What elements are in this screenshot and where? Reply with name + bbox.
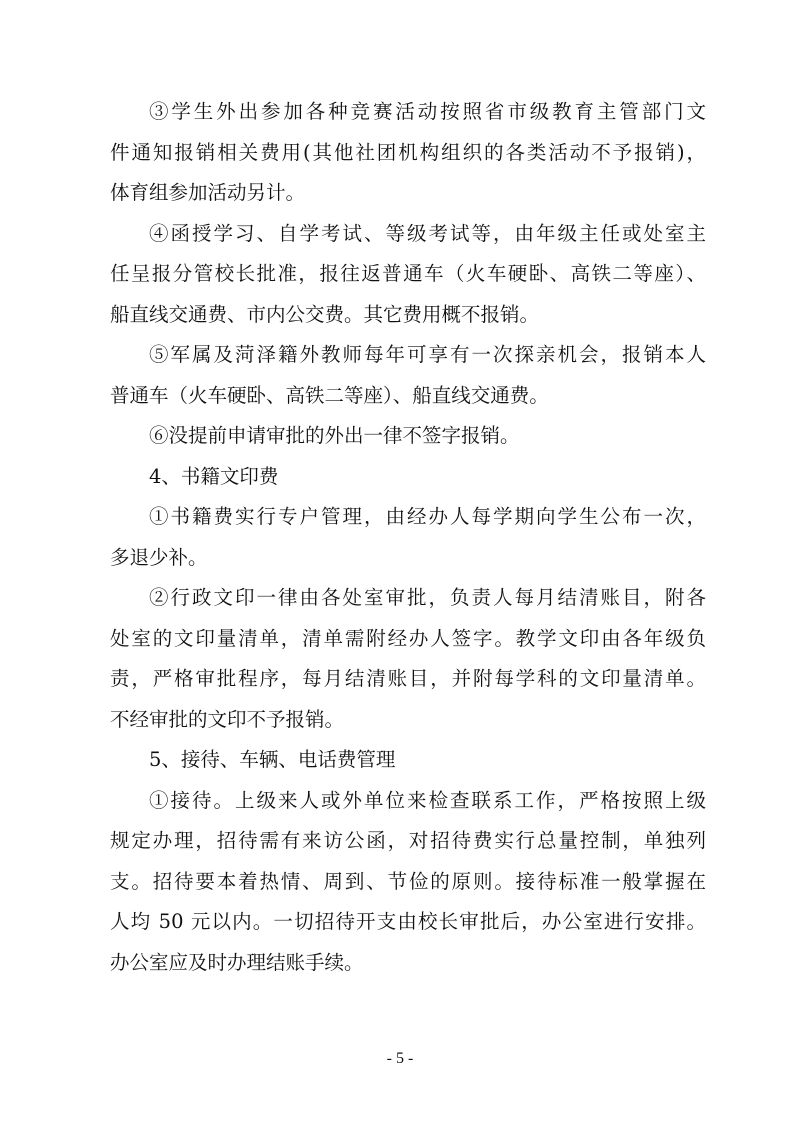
page-number: - 5 - xyxy=(386,1050,414,1067)
paragraph xyxy=(110,781,706,984)
heading-text: 4、书籍文印费 xyxy=(149,464,279,488)
paragraph-line: 船直线交通费、市内公交费。其它费用概不报销。 xyxy=(110,302,540,326)
section-heading xyxy=(110,457,706,498)
paragraph-line: ⑤军属及菏泽籍外教师每年可享有一次探亲机会，报销本人 xyxy=(149,343,706,366)
paragraph-line: 处室的文印量清单，清单需附经办人签字。教学文印由各年级负 xyxy=(110,626,706,650)
paragraph-line: ③学生外出参加各种竞赛活动按照省市级教育主管部门文 xyxy=(149,100,706,123)
paragraph-line: 办公室应及时办理结账手续。 xyxy=(110,950,364,974)
paragraph-line: 责，严格审批程序，每月结清账目，并附每学科的文印量清单。 xyxy=(110,667,706,690)
paragraph-line: 普通车（火车硬卧、高铁二等座）、船直线交通费。 xyxy=(110,383,549,407)
paragraph-line: 件通知报销相关费用(其他社团机构组织的各类活动不予报销)， xyxy=(110,140,706,164)
paragraph xyxy=(110,92,706,214)
paragraph-line: ①书籍费实行专户管理，由经办人每学期向学生公布一次， xyxy=(149,505,706,528)
paragraph-line: ④函授学习、自学考试、等级考试等，由年级主任或处室主 xyxy=(149,221,706,245)
paragraph-line: 任呈报分管校长批准，报往返普通车（火车硬卧、高铁二等座）、 xyxy=(110,262,706,285)
paragraph-line: 多退少补。 xyxy=(110,545,208,569)
paragraph-line: 规定办理，招待需有来访公函，对招待费实行总量控制，单独列 xyxy=(110,829,706,852)
paragraph-line: 人均 50 元以内。一切招待开支由校长审批后，办公室进行安排。 xyxy=(110,910,706,933)
paragraph xyxy=(110,335,706,416)
paragraph-line: 体育组参加活动另计。 xyxy=(110,181,306,204)
paragraph-line: ②行政文印一律由各处室审批，负责人每月结清账目，附各 xyxy=(149,586,706,609)
section-heading xyxy=(110,740,706,781)
paragraph xyxy=(110,416,706,457)
paragraph-line: 不经审批的文印不予报销。 xyxy=(110,707,345,731)
paragraph xyxy=(110,578,706,740)
paragraph-line: ⑥没提前申请审批的外出一律不签字报销。 xyxy=(149,424,520,447)
paragraph xyxy=(110,497,706,578)
paragraph-line: 支。招待要本着热情、周到、节俭的原则。接待标准一般掌握在 xyxy=(110,869,706,893)
paragraph xyxy=(110,214,706,336)
paragraph-line: ①接待。上级来人或外单位来检查联系工作，严格按照上级 xyxy=(149,788,706,812)
document-body xyxy=(110,92,706,983)
heading-text: 5、接待、车辆、电话费管理 xyxy=(149,748,396,771)
